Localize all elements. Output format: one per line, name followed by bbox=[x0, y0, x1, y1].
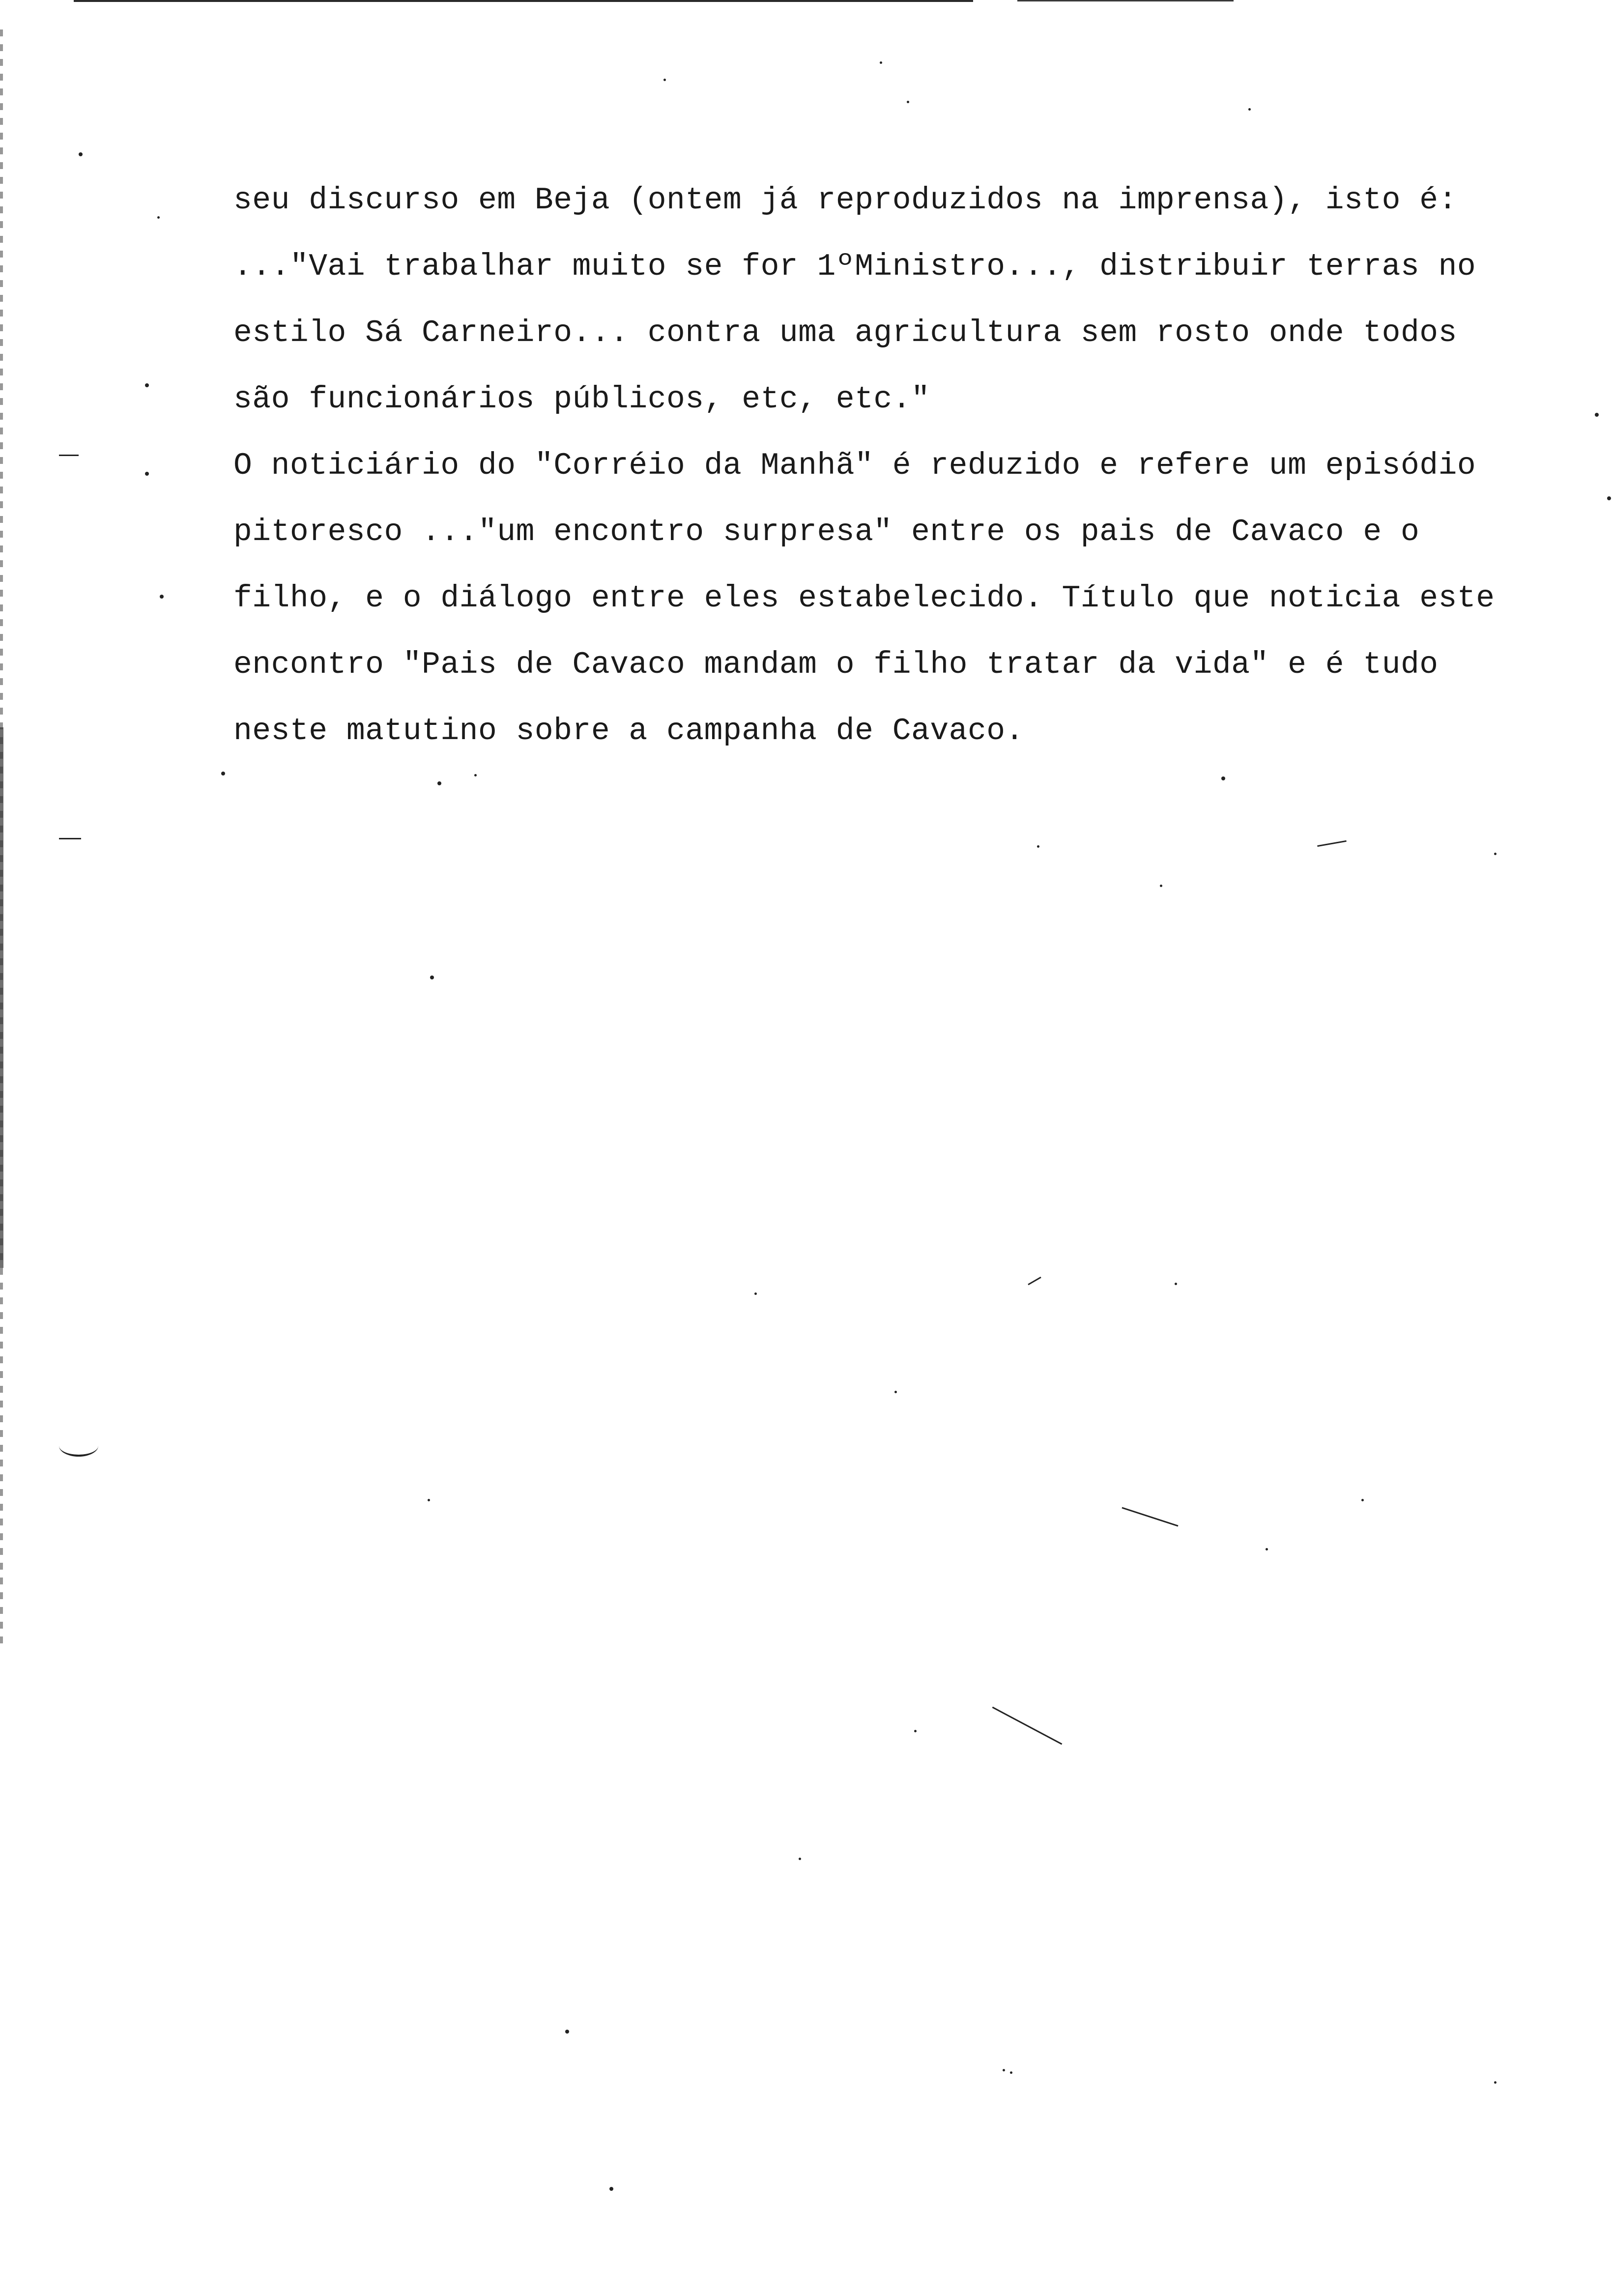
text-line-6: pitoresco ..."um encontro surpresa" entre os pais de Cavaco e o bbox=[233, 515, 1420, 549]
scan-speck bbox=[1607, 496, 1611, 500]
scan-speck bbox=[474, 774, 477, 776]
scan-speck bbox=[437, 781, 441, 785]
scan-speck bbox=[221, 772, 225, 775]
scan-speck bbox=[894, 1391, 897, 1393]
text-line-9: neste matutino sobre a campanha de Cavaco. bbox=[233, 714, 1024, 748]
scan-speck bbox=[754, 1292, 757, 1295]
scan-speck bbox=[1266, 1548, 1268, 1550]
top-rule-segment bbox=[1017, 0, 1234, 1]
text-line-1: seu discurso em Beja (ontem já reproduzidos na imprensa), isto é: bbox=[233, 183, 1457, 218]
scan-stroke bbox=[1122, 1507, 1178, 1527]
scan-speck bbox=[914, 1730, 917, 1732]
scan-speck bbox=[428, 1499, 430, 1501]
text-line-5: O noticiário do "Corréio da Manhã" é reduzido e refere um episódio bbox=[233, 448, 1476, 483]
scan-speck bbox=[1494, 2081, 1497, 2084]
scan-speck bbox=[145, 383, 149, 387]
scan-speck bbox=[609, 2187, 613, 2191]
scan-speck bbox=[1003, 2069, 1005, 2071]
text-line-4: são funcionários públicos, etc, etc." bbox=[233, 382, 930, 417]
scan-speck bbox=[799, 1858, 801, 1860]
scan-speck bbox=[1221, 776, 1225, 780]
text-line-8: encontro "Pais de Cavaco mandam o filho tratar da vida" e é tudo bbox=[233, 647, 1439, 682]
scan-stroke bbox=[59, 838, 81, 839]
scan-speck bbox=[907, 101, 909, 103]
scan-speck bbox=[880, 61, 882, 64]
scan-speck bbox=[1361, 1499, 1364, 1501]
text-line-2: ..."Vai trabalhar muito se for 1ºMinistro..., distribuir terras no bbox=[233, 249, 1476, 284]
scan-speck bbox=[145, 472, 149, 476]
scan-speck bbox=[1175, 1283, 1177, 1285]
scan-speck bbox=[79, 152, 83, 156]
page-edge-dark bbox=[0, 727, 3, 1268]
scan-speck bbox=[160, 595, 164, 599]
scan-stroke bbox=[59, 455, 79, 456]
text-line-3: estilo Sá Carneiro... contra uma agricultura sem rosto onde todos bbox=[233, 316, 1457, 350]
text-line-7: filho, e o diálogo entre eles estabelecido. Título que noticia este bbox=[233, 581, 1495, 616]
scan-curve-mark bbox=[59, 1435, 98, 1457]
scan-speck bbox=[1010, 2071, 1012, 2074]
scan-speck bbox=[1595, 413, 1599, 417]
scan-speck bbox=[565, 2030, 569, 2034]
scan-speck bbox=[1160, 885, 1162, 887]
scan-speck bbox=[430, 976, 434, 979]
scan-speck bbox=[1037, 845, 1039, 848]
top-rule bbox=[74, 0, 973, 2]
scan-speck bbox=[157, 216, 160, 219]
typed-text-body bbox=[233, 167, 1585, 764]
scan-stroke bbox=[1317, 840, 1347, 847]
scan-speck bbox=[663, 79, 666, 81]
scan-speck bbox=[1248, 108, 1251, 111]
scan-stroke bbox=[1028, 1277, 1041, 1286]
scan-speck bbox=[1494, 853, 1497, 855]
scan-stroke bbox=[992, 1707, 1063, 1745]
